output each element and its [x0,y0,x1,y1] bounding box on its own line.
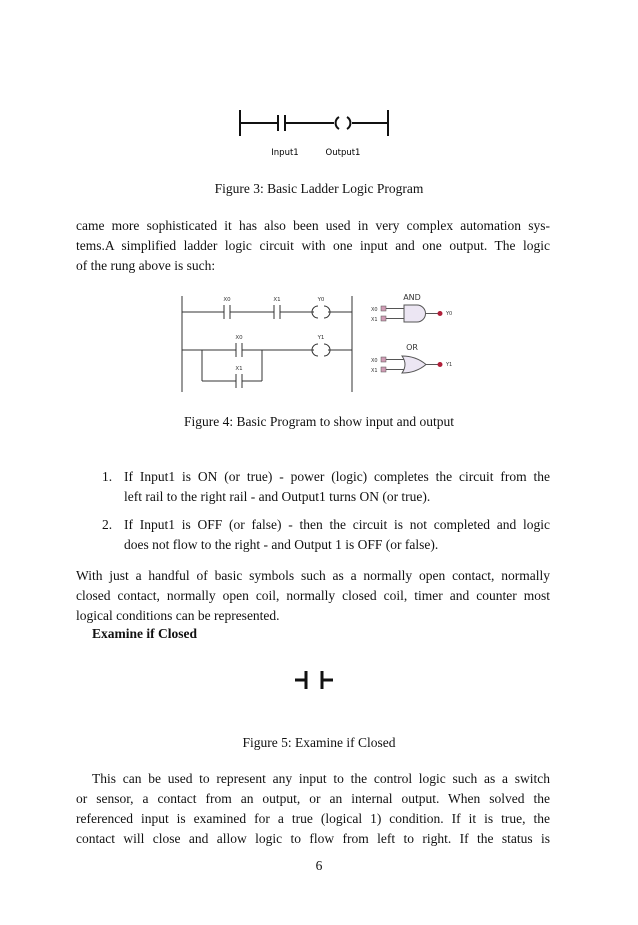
coil-label-y1: Y1 [317,335,325,341]
figure-3-caption: Figure 3: Basic Ladder Logic Program [214,181,424,196]
input1-label: Input1 [271,148,299,158]
list-item-number: 2. [102,517,113,532]
contact-label-x1-branch: X1 [235,366,243,372]
symbols-line-3: logical conditions can be represented. [76,608,280,623]
and-gate-label: AND [403,293,421,302]
list-item-line: If Input1 is OFF (or false) - then the circuit is not completed and logic [124,517,550,532]
list-item-line: If Input1 is ON (or true) - power (logic) completes the circuit from the [124,469,550,484]
list-item-text [124,515,550,555]
section-heading: Examine if Closed [92,626,198,641]
list-item-line: does not flow to the right - and Output 1 is OFF (or false). [124,537,439,552]
final-line-4: contact will close and allow logic to flow from left to right. If the status is [76,831,550,846]
contact-label-x1-rung1: X1 [273,297,281,303]
and-gate [371,293,452,323]
page-number: 6 [315,858,323,873]
intro-line-3: of the rung above is such: [76,258,216,273]
or-gate [371,343,452,374]
list-item-text [124,467,550,507]
or-input-x0-label: X0 [371,358,378,364]
final-line-2: or sensor, a contact from an output, or an internal output. When solved the [76,791,550,806]
list-item-number: 1. [102,469,113,484]
output1-coil-right-arc [347,117,350,129]
coil-label-y0: Y0 [317,297,325,303]
contact-label-x0-rung1: X0 [223,297,231,303]
symbols-line-2: closed contact, normally open coil, normally closed coil, timer and counter most [76,588,550,603]
symbols-paragraph [76,566,550,626]
or-gate-label: OR [406,343,418,352]
and-output-label: Y0 [446,311,453,317]
figure-3-ladder-diagram [230,100,410,165]
final-line-3: referenced input is examined for a true (logical 1) condition. If it is true, the [76,811,550,826]
intro-line-1: came more sophisticated it has also been used in very complex automation sys- [76,218,550,233]
and-input-x0-label: X0 [371,307,378,313]
final-paragraph [76,769,550,849]
final-line-1: This can be used to represent any input to the control logic such as a switch [92,771,550,786]
figure-5-caption: Figure 5: Examine if Closed [242,735,396,750]
and-input-x1-label: X1 [371,317,378,323]
intro-line-2: tems.A simplified ladder logic circuit with one input and one output. The logic [76,238,550,253]
or-input-x1-label: X1 [371,368,378,374]
figure-4-caption: Figure 4: Basic Program to show input and output [184,414,454,429]
intro-paragraph [76,216,550,276]
figure-4-ladder-program [176,288,466,398]
list-item-line: left rail to the right rail - and Output1 turns ON (or true). [124,489,431,504]
contact-label-x0-rung2: X0 [235,335,243,341]
figure-5-examine-if-closed-symbol [292,668,342,692]
output1-coil-left-arc [336,117,339,129]
symbols-line-1: With just a handful of basic symbols such as a normally open contact, normally [76,568,550,583]
or-output-label: Y1 [446,362,453,368]
output1-label: Output1 [325,148,361,158]
